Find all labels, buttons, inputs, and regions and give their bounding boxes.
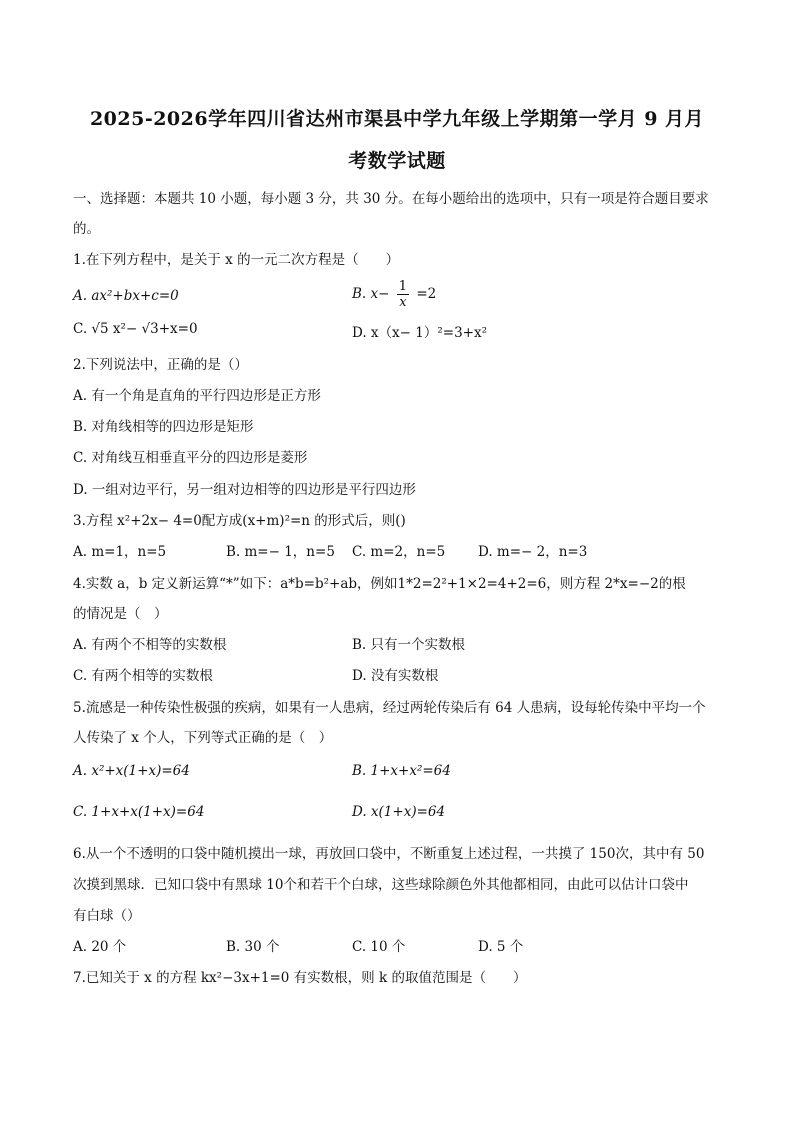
- question-5-stem-cont: 人传染了 x 个人，下列等式正确的是（ ）: [73, 730, 333, 746]
- question-2-option-b: B. 对角线相等的四边形是矩形: [73, 419, 254, 435]
- fraction-numerator: 1: [398, 279, 408, 294]
- question-6-option-d: D. 5 个: [478, 939, 524, 955]
- question-4-option-d: D. 没有实数根: [352, 668, 439, 684]
- question-4-stem: 4.实数 a，b 定义新运算“*”如下：a*b=b²+ab，例如1*2=2²+1×2=4+2=6，则方程 2*x=−2的根: [73, 576, 686, 592]
- question-6-option-b: B. 30 个: [226, 939, 280, 955]
- question-1-stem: 1.在下列方程中，是关于 x 的一元二次方程是（ ）: [73, 252, 400, 268]
- section-instructions: 一、选择题：本题共 10 小题，每小题 3 分，共 30 分。在每小题给出的选项中，只有一项是符合题目要求: [73, 191, 709, 207]
- section-instructions-cont: 的。: [73, 221, 100, 237]
- question-3-stem: 3.方程 x²+2x− 4=0配方成(x+m)²=n 的形式后，则(): [73, 513, 406, 529]
- question-4-option-c: C. 有两个相等的实数根: [73, 668, 213, 684]
- question-6-option-c: C. 10 个: [352, 939, 406, 955]
- question-4-option-a: A. 有两个不相等的实数根: [73, 637, 227, 653]
- question-3-option-b: B. m=− 1，n=5: [226, 544, 335, 560]
- fraction: [397, 279, 409, 310]
- question-3-option-a: A. m=1，n=5: [73, 544, 167, 560]
- question-5-option-b: B. 1+x+x²=64: [352, 763, 451, 779]
- question-6-option-a: A. 20 个: [73, 939, 127, 955]
- question-1-option-b: [352, 279, 436, 310]
- question-1-option-c: C. √5 x²− √3+x=0: [73, 321, 198, 337]
- question-1-option-b-suffix: =2: [416, 286, 437, 302]
- question-4-option-b: B. 只有一个实数根: [352, 637, 466, 653]
- question-4-stem-cont: 的情况是（ ）: [73, 606, 168, 622]
- question-3-option-d: D. m=− 2，n=3: [478, 544, 588, 560]
- question-5-option-c: C. 1+x+x(1+x)=64: [73, 804, 205, 820]
- question-6-stem: 6.从一个不透明的口袋中随机摸出一球，再放回口袋中，不断重复上述过程，一共摸了 150次，其中有 50: [73, 846, 705, 862]
- question-2-option-a: A. 有一个角是直角的平行四边形是正方形: [73, 388, 321, 404]
- question-1-option-b-prefix: B. x−: [352, 286, 390, 302]
- question-5-option-a: A. x²+x(1+x)=64: [73, 763, 190, 779]
- exam-title-line2: 考数学试题: [348, 150, 446, 172]
- question-6-stem-cont: 次摸到黑球．已知口袋中有黑球 10个和若干个白球，这些球除颜色外其他都相同，由此可以估计口袋中: [73, 877, 689, 893]
- exam-title-line1: 2025-2026学年四川省达州市渠县中学九年级上学期第一学月 9 月月: [89, 108, 705, 130]
- question-5-option-d: D. x(1+x)=64: [352, 804, 446, 820]
- question-6-stem-cont2: 有白球（）: [73, 908, 141, 924]
- question-1-option-d: D. x（x− 1）²=3+x²: [352, 325, 487, 341]
- question-5-stem: 5.流感是一种传染性极强的疾病，如果有一人患病，经过两轮传染后有 64 人患病，设每轮传染中平均一个: [73, 700, 706, 716]
- question-2-option-c: C. 对角线互相垂直平分的四边形是菱形: [73, 450, 308, 466]
- question-2-stem: 2.下列说法中，正确的是（）: [73, 357, 248, 373]
- question-3-option-c: C. m=2，n=5: [352, 544, 446, 560]
- question-2-option-d: D. 一组对边平行，另一组对边相等的四边形是平行四边形: [73, 482, 416, 498]
- question-1-option-a: A. ax²+bx+c=0: [73, 288, 179, 304]
- question-7-stem: 7.已知关于 x 的方程 kx²−3x+1=0 有实数根，则 k 的取值范围是（ ）: [73, 970, 527, 986]
- fraction-denominator: x: [399, 295, 407, 310]
